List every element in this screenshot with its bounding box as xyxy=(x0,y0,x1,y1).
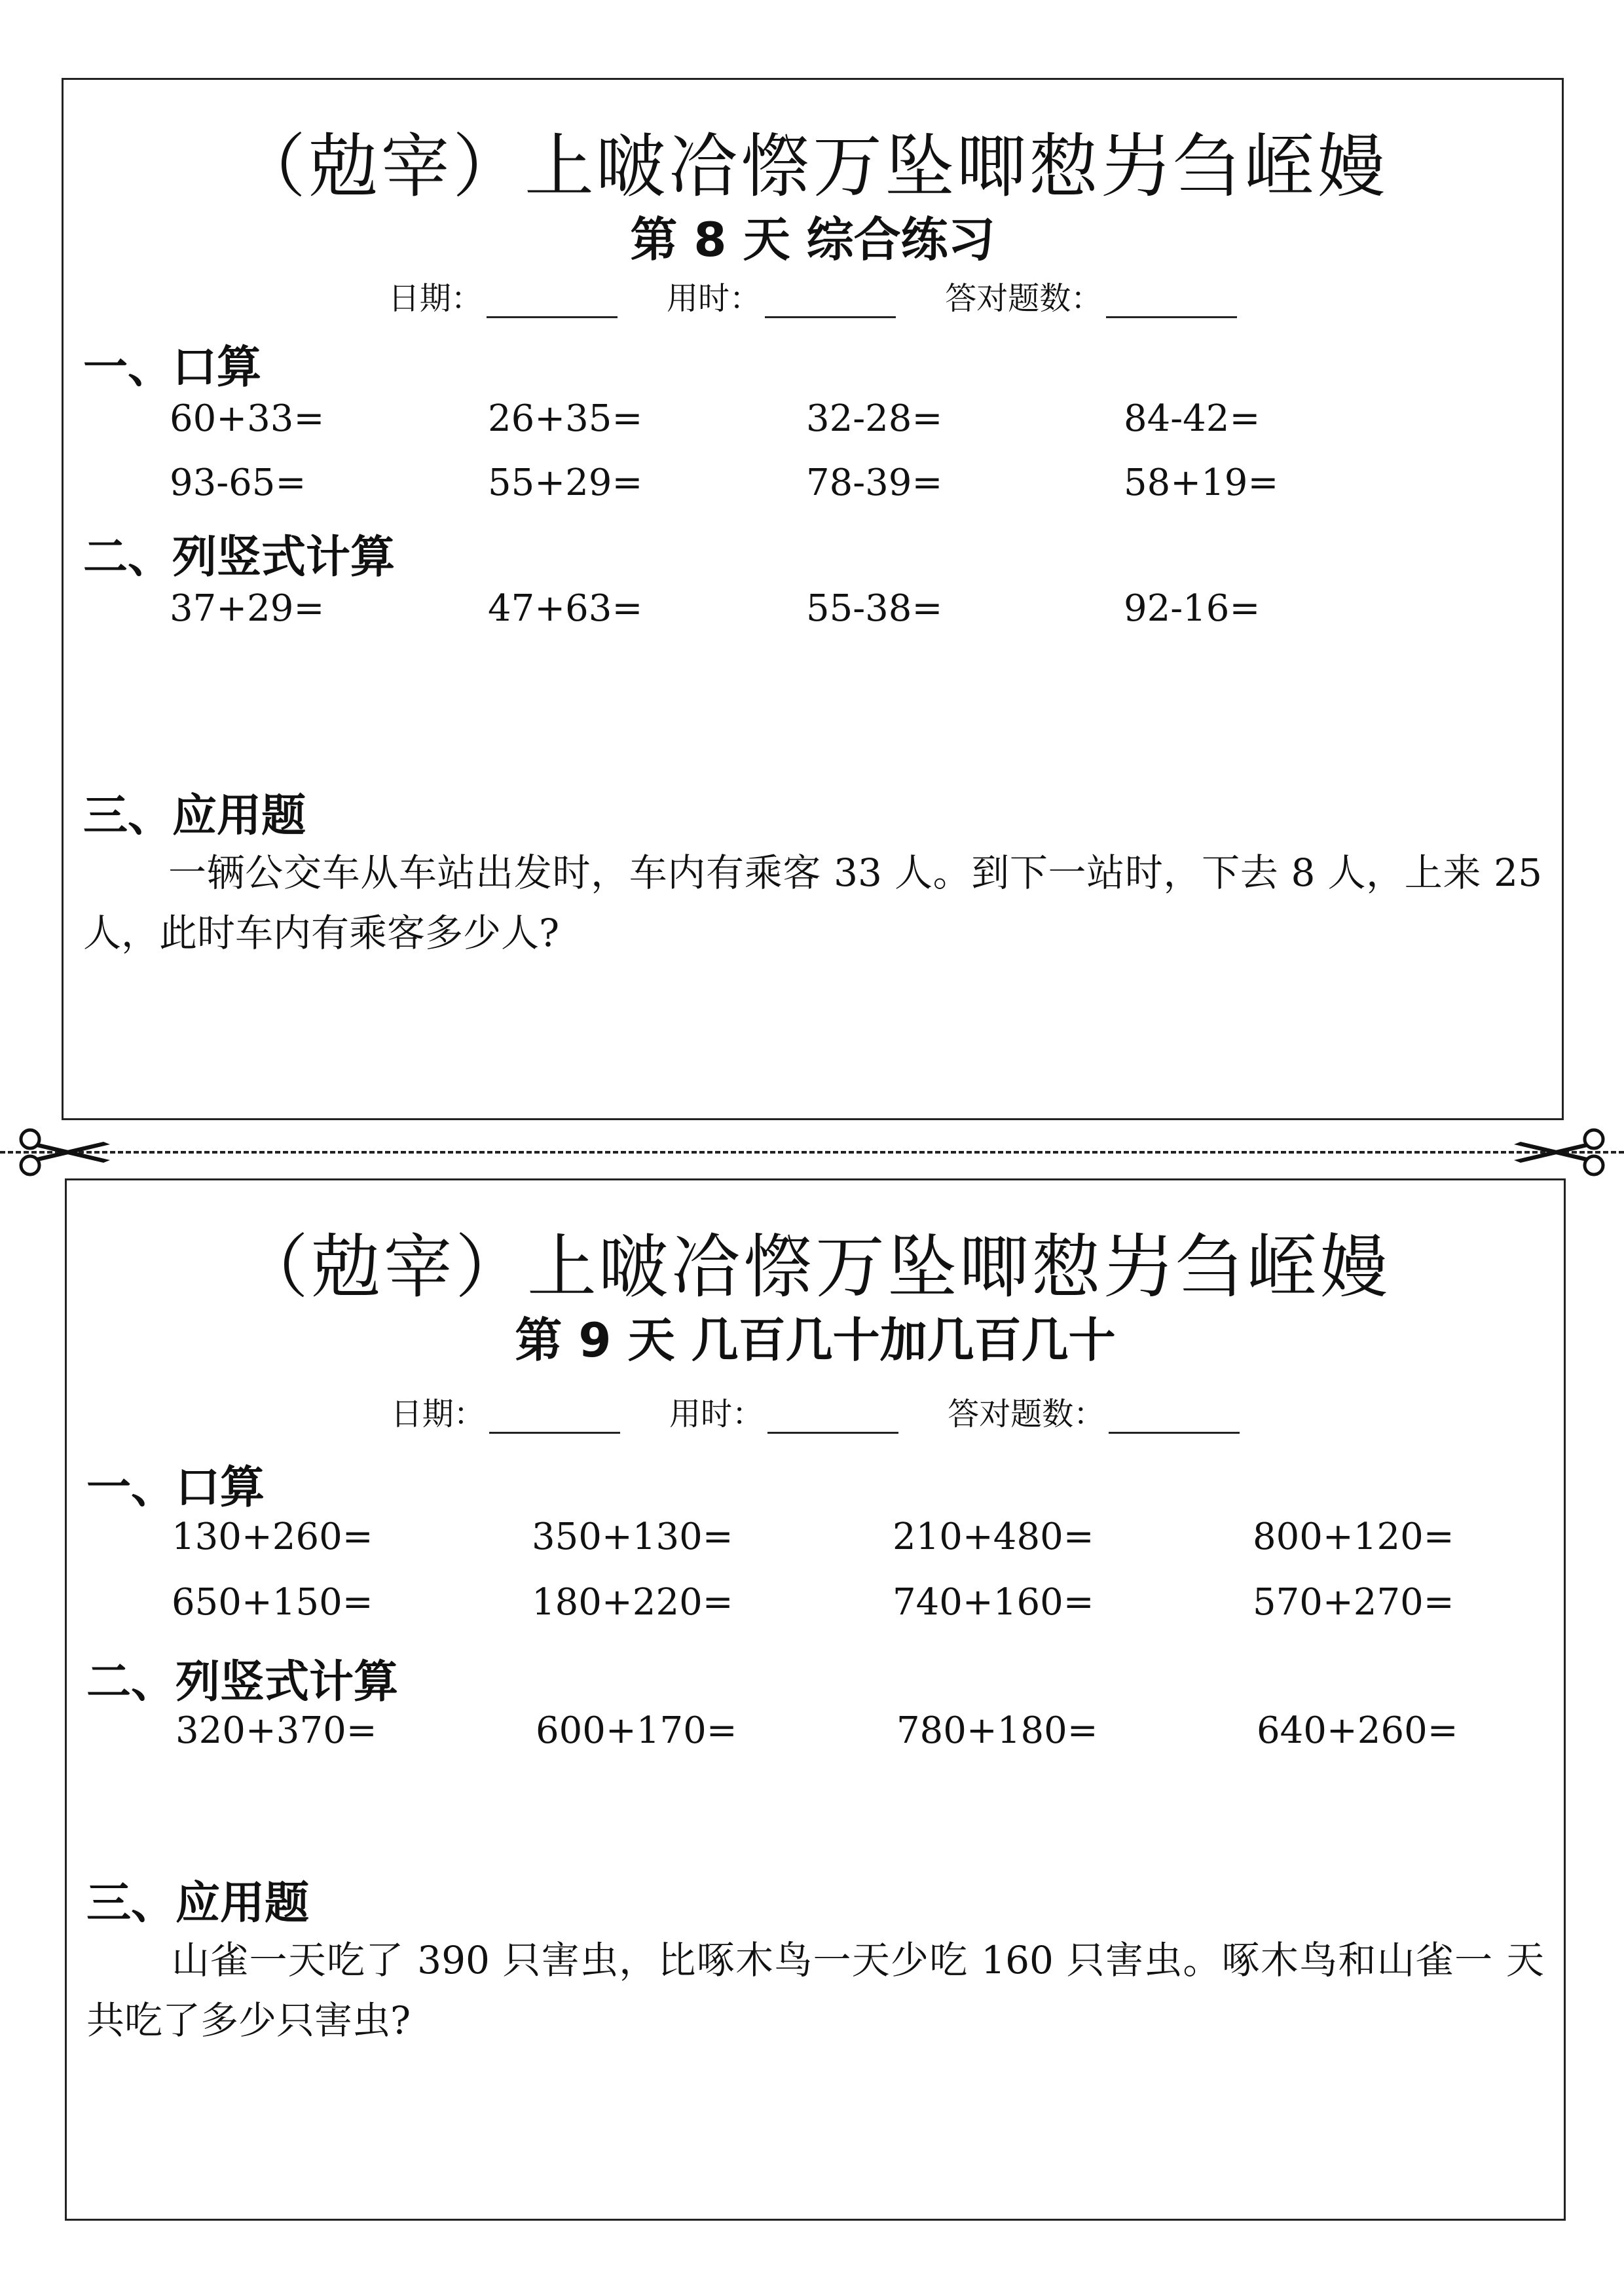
section-heading-oral: 一、口算 xyxy=(86,1462,265,1514)
date-label: 日期： xyxy=(390,1396,485,1432)
date-label: 日期： xyxy=(388,280,483,317)
time-blank[interactable] xyxy=(765,287,896,318)
problem-item: 600+170= xyxy=(536,1709,737,1752)
problem-item: 84-42= xyxy=(1124,397,1261,440)
worksheet-card-day8 xyxy=(62,78,1564,1120)
worksheet-title: （勊宰）上啵冾憏万坠唧愸屴刍峌嫚 xyxy=(239,1227,1392,1307)
word-problem-text: 山雀一天吃了 390 只害虫，比啄木鸟一天少吃 160 只害虫。啄木鸟和山雀一 天共吃了多少只害虫? xyxy=(86,1938,1544,2043)
problem-item: 130+260= xyxy=(172,1516,373,1558)
time-field xyxy=(669,1389,898,1434)
date-blank[interactable] xyxy=(489,1403,620,1434)
problem-item: 800+120= xyxy=(1253,1516,1454,1558)
problem-item: 570+270= xyxy=(1253,1581,1454,1624)
problem-item: 47+63= xyxy=(488,587,643,630)
problem-item: 58+19= xyxy=(1124,462,1279,504)
section-heading-word-problem: 三、应用题 xyxy=(86,1878,310,1929)
meta-line xyxy=(67,1389,1564,1434)
date-field xyxy=(388,273,618,318)
score-blank[interactable] xyxy=(1109,1403,1240,1434)
score-label: 答对题数： xyxy=(948,1396,1105,1432)
section-heading-vertical: 二、列竖式计算 xyxy=(83,532,396,583)
problem-item: 350+130= xyxy=(532,1516,733,1558)
problem-item: 78-39= xyxy=(806,462,943,504)
worksheet-card-day9 xyxy=(65,1178,1566,2221)
section-heading-vertical: 二、列竖式计算 xyxy=(86,1656,399,1708)
lesson-subtitle: 第 9 天 几百几十加几百几十 xyxy=(515,1313,1116,1368)
problem-item: 37+29= xyxy=(170,587,325,630)
score-blank[interactable] xyxy=(1106,287,1237,318)
problem-item: 210+480= xyxy=(893,1516,1094,1558)
time-label: 用时： xyxy=(669,1396,764,1432)
problem-item: 650+150= xyxy=(172,1581,373,1624)
problem-item: 60+33= xyxy=(170,397,325,440)
cut-line xyxy=(0,1151,1624,1155)
date-blank[interactable] xyxy=(487,287,618,318)
section-heading-oral: 一、口算 xyxy=(83,342,262,393)
problem-item: 740+160= xyxy=(893,1581,1094,1624)
score-label: 答对题数： xyxy=(945,280,1103,317)
problem-item: 92-16= xyxy=(1124,587,1261,630)
score-field xyxy=(945,273,1237,318)
scissors-right-icon xyxy=(1513,1127,1611,1177)
time-blank[interactable] xyxy=(767,1403,898,1434)
time-field xyxy=(667,273,896,318)
worksheet-title: （勊宰）上啵冾憏万坠唧愸屴刍峌嫚 xyxy=(236,126,1389,207)
meta-line xyxy=(64,273,1562,318)
date-field xyxy=(391,1389,620,1434)
lesson-subtitle: 第 8 天 综合练习 xyxy=(630,212,995,267)
problem-item: 55-38= xyxy=(806,587,943,630)
problem-item: 780+180= xyxy=(896,1709,1098,1752)
problem-item: 93-65= xyxy=(170,462,306,504)
problem-item: 55+29= xyxy=(488,462,643,504)
problem-item: 32-28= xyxy=(806,397,943,440)
problem-item: 320+370= xyxy=(175,1709,377,1752)
problem-item: 180+220= xyxy=(532,1581,733,1624)
problem-item: 26+35= xyxy=(488,397,643,440)
word-problem-text: 一辆公交车从车站出发时，车内有乘客 33 人。到下一站时，下去 8 人，上来 25 人，此时车内有乘客多少人? xyxy=(83,850,1542,955)
problem-item: 640+260= xyxy=(1257,1709,1458,1752)
section-heading-word-problem: 三、应用题 xyxy=(83,790,306,842)
scissors-left-icon xyxy=(13,1127,111,1177)
time-label: 用时： xyxy=(666,280,761,317)
score-field xyxy=(948,1389,1240,1434)
